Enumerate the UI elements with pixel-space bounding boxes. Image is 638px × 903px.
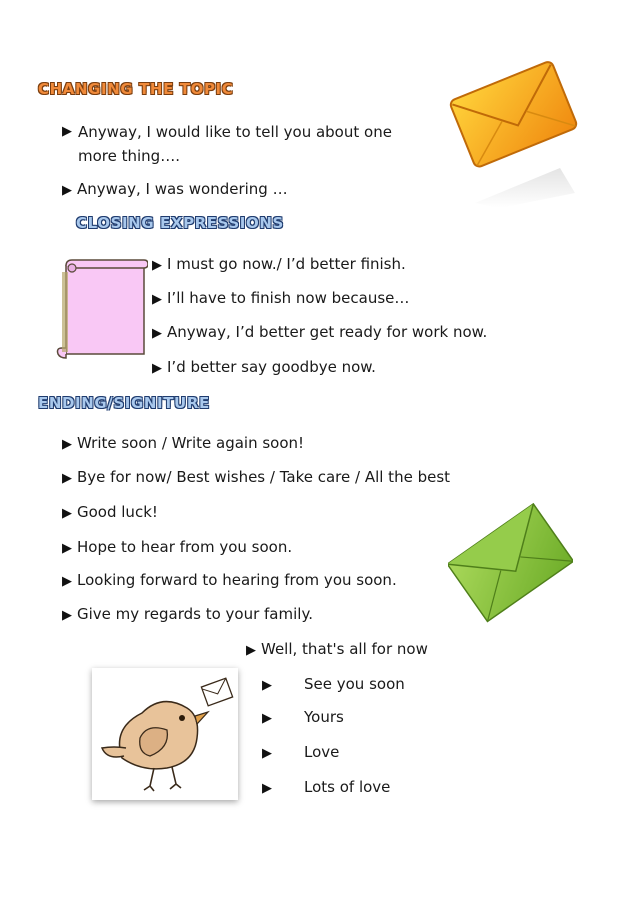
- list-item-text: Looking forward to hearing from you soon.: [77, 571, 397, 589]
- arrow-icon: ▶: [152, 361, 162, 376]
- list-item: [62, 502, 158, 524]
- list-item-text: See you soon: [304, 675, 405, 693]
- list-item: [262, 707, 277, 729]
- list-item: [62, 537, 292, 559]
- envelope-icon: [440, 38, 590, 208]
- arrow-icon: ▶: [62, 541, 72, 556]
- list-item-text: Anyway, I was wondering …: [77, 180, 288, 198]
- list-item: [62, 179, 288, 201]
- list-item: [262, 674, 277, 696]
- bird-picture: [92, 668, 238, 800]
- arrow-icon: ▶: [152, 292, 162, 307]
- bird-with-letter-icon: [92, 668, 238, 800]
- arrow-icon: ▶: [62, 574, 72, 589]
- list-item: [152, 288, 409, 310]
- list-item: [262, 777, 277, 799]
- list-item-text: I’ll have to finish now because…: [167, 289, 410, 307]
- list-item-text: Love: [304, 743, 340, 761]
- list-item: [152, 322, 487, 344]
- arrow-icon: ▶: [246, 643, 256, 658]
- list-item: [152, 357, 376, 379]
- list-item: [62, 467, 450, 489]
- envelope-icon: [448, 498, 573, 628]
- arrow-icon: ▶: [262, 678, 272, 693]
- arrow-icon: ▶: [262, 746, 272, 761]
- list-item: [246, 639, 428, 661]
- list-item-text: Good luck!: [77, 503, 158, 521]
- list-item-text: Anyway, I’d better get ready for work now.: [167, 323, 488, 341]
- list-item-text: Bye for now/ Best wishes / Take care / All the best: [77, 468, 451, 486]
- arrow-icon: ▶: [62, 183, 72, 198]
- list-item: [152, 254, 406, 276]
- arrow-icon: ▶: [262, 781, 272, 796]
- arrow-icon: ▶: [152, 326, 162, 341]
- arrow-icon: ▶: [262, 711, 272, 726]
- arrow-icon: ▶: [62, 471, 72, 486]
- arrow-icon: ▶: [152, 258, 162, 273]
- list-item: [62, 433, 304, 455]
- list-item: [62, 604, 313, 626]
- arrow-icon: ▶: [62, 124, 72, 139]
- list-item-text: I must go now./ I’d better finish.: [167, 255, 406, 273]
- list-item-text: Give my regards to your family.: [77, 605, 313, 623]
- scroll-icon: [48, 258, 148, 362]
- list-item-text: Hope to hear from you soon.: [77, 538, 293, 556]
- list-item: [62, 120, 77, 142]
- list-item-text: Lots of love: [304, 778, 391, 796]
- list-item-text: I’d better say goodbye now.: [167, 358, 376, 376]
- heading-changing-topic: CHANGING THE TOPIC: [38, 80, 234, 98]
- arrow-icon: ▶: [62, 437, 72, 452]
- heading-closing-expressions: CLOSING EXPRESSIONS: [76, 214, 284, 232]
- list-item-text: Anyway, I would like to tell you about one more thing….: [78, 123, 392, 165]
- list-item: [62, 570, 397, 592]
- arrow-icon: ▶: [62, 608, 72, 623]
- heading-ending-signiture: ENDING/SIGNITURE: [38, 394, 210, 412]
- list-item-text: Write soon / Write again soon!: [77, 434, 305, 452]
- list-item-text: Well, that's all for now: [261, 640, 428, 658]
- arrow-icon: ▶: [62, 506, 72, 521]
- list-item: [262, 742, 277, 764]
- list-item-text: Yours: [304, 708, 344, 726]
